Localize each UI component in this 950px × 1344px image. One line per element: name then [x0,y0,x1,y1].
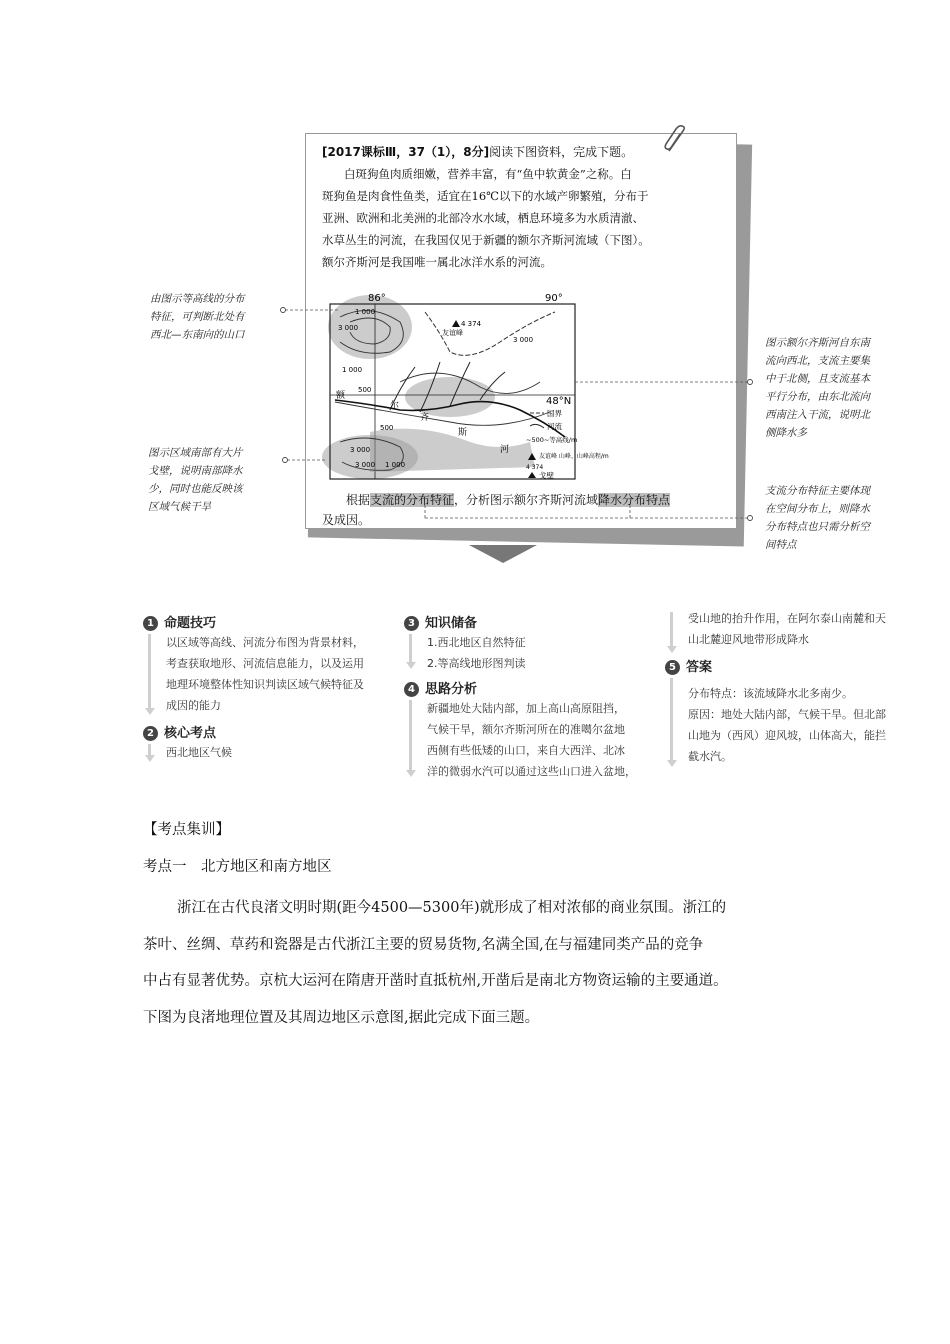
question-prefix: 根据 [346,493,371,507]
section-4-body [427,698,662,782]
note-line: 西北—东南向的山口 [150,329,245,341]
doc-line: 浙江在古代良渚文明时期(距今4500—5300年)就形成了相对浓郁的商业氛围。浙江的 [177,900,727,916]
section-line: 原因：地处大陆内部，气候干旱。但北部 [688,708,886,721]
place-char: 河 [500,445,510,455]
section-line: 地理环境整体性知识判读区域气候特征及 [166,678,364,691]
contour-label: 3 000 [338,324,359,332]
note-line: 戈壁，说明南部降水 [148,465,243,477]
legend-border: 国界 [547,409,562,418]
legend-peak-value: 4 374 [526,464,544,471]
contour-label: 1 000 [355,308,376,316]
section-title-text: 知识储备 [425,616,478,631]
section-title-text: 思路分析 [425,682,478,697]
contour-label: 1 000 [385,461,406,469]
place-char: 斯 [458,428,468,438]
section-line: 西侧有些低矮的山口，来自大西洋、北冰 [427,744,625,757]
note-line: 特征，可判断北处有 [150,311,245,323]
peak-name: 友谊峰 [442,329,463,337]
section-number: 3 [404,616,419,631]
question-source: [2017课标Ⅲ，37（1），8分] [322,145,490,159]
section-line: 西北地区气候 [166,746,232,759]
note-line: 区域气候干旱 [148,501,211,513]
note-line: 图示区域南部有大片 [148,447,243,459]
contour-label: 500 [358,386,372,394]
question-line2: 及成因。 [322,513,371,527]
lat-label-48: 48°N [546,396,572,407]
section-1-body [166,632,396,716]
down-arrow-icon [469,545,537,563]
section-line: 山北麓迎风地带形成降水 [688,633,809,646]
section-title-text: 答案 [686,660,713,675]
section-line: 截水汽。 [688,750,732,763]
section-rail [670,612,673,648]
note-left-pass [150,290,285,344]
note-line: 分布特点也只需分析空 [765,521,870,533]
place-char: 齐 [420,413,430,423]
section-4-continued [688,608,918,650]
place-char: 额 [336,391,346,401]
section-line: 1.西北地区自然特征 [427,636,526,649]
rail-arrow-icon [667,760,677,767]
exercise-heading: 【考点集训】 [143,822,230,838]
section-line: 2.等高线地形图判读 [427,657,526,670]
legend-contour: ~500~等高线/m [526,436,578,444]
contour-label: 500 [380,424,394,432]
note-right-river [765,334,915,442]
note-line: 中于北侧，且支流基本 [765,373,870,385]
section-rail [409,700,412,772]
note-line: 侧降水多 [765,427,807,439]
section-line: 分布特点：该流域降水北多南少。 [688,687,853,700]
topic-heading: 考点一 北方地区和南方地区 [143,859,332,875]
section-line: 山地为（西风）迎风坡，山体高大，能拦 [688,729,886,742]
rail-arrow-icon [667,646,677,653]
section-line: 成因的能力 [166,699,221,712]
para-line: 亚洲、欧洲和北美洲的北部冷水水域，栖息环境多为水质清澈、 [322,211,644,225]
section-1-title [143,612,216,631]
section-line: 考查获取地形、河流信息能力，以及运用 [166,657,364,670]
highlight-tributary: 支流的分布特征 [370,493,455,507]
exercise-paragraph [143,890,833,1036]
lon-label-86: 86° [368,293,386,304]
note-left-gobi [148,444,283,516]
note-right-distribution [765,482,915,554]
section-title-text: 命题技巧 [164,616,217,631]
legend-gobi: 戈壁 [539,471,554,480]
contour-label: 3 000 [355,461,376,469]
section-line: 受山地的抬升作用，在阿尔泰山南麓和天 [688,612,886,625]
section-rail [670,678,673,762]
contour-label: 3 000 [350,446,371,454]
section-5-body [688,683,918,767]
para-line: 水草丛生的河流，在我国仅见于新疆的额尔齐斯河流域（下图）。 [322,233,650,247]
note-line: 平行分布，由东北流向 [765,391,870,403]
note-line: 支流分布特征主要体现 [765,485,870,497]
section-number: 5 [665,660,680,675]
section-3-body [427,632,657,674]
section-line: 气候干旱，额尔齐斯河所在的准噶尔盆地 [427,723,625,736]
note-line: 图示额尔齐斯河自东南 [765,337,870,349]
rail-arrow-icon [406,662,416,669]
note-line: 间特点 [765,539,797,551]
contour-label: 3 000 [513,336,534,344]
para-line: 斑狗鱼是肉食性鱼类，适宜在16℃以下的水域产卵繁殖，分布于 [322,189,649,203]
section-number: 2 [143,726,158,741]
para-line: 白斑狗鱼肉质细嫩，营养丰富，有“鱼中软黄金”之称。白 [344,167,632,181]
note-line: 在空间分布上，则降水 [765,503,870,515]
section-rail [409,634,412,664]
peak-elev: 4 374 [461,320,482,328]
question-instruction: 阅读下图资料，完成下题。 [489,145,634,159]
note-line: 由图示等高线的分布 [150,293,245,305]
doc-line: 下图为良渚地理位置及其周边地区示意图,据此完成下面三题。 [143,1009,540,1026]
note-line: 西南注入干流，说明北 [765,409,870,421]
section-rail [148,634,151,710]
section-title-text: 核心考点 [164,726,217,741]
rail-arrow-icon [406,770,416,777]
note-line: 流向西北，支流主要集 [765,355,870,367]
rail-arrow-icon [145,755,155,762]
place-char: 尔 [390,401,400,411]
lon-label-90: 90° [545,293,563,304]
contour-label: 1 000 [342,366,363,374]
note-line: 少，同时也能反映该 [148,483,243,495]
section-3-title [404,612,477,631]
question-mid: ，分析图示额尔齐斯河流域 [454,493,599,507]
section-line: 以区域等高线、河流分布图为背景材料， [166,636,364,649]
para-line: 额尔齐斯河是我国唯一属北冰洋水系的河流。 [322,255,552,269]
section-2-title [143,722,216,741]
section-5-title [665,656,712,675]
highlight-precip: 降水分布特点 [598,493,671,507]
section-number: 1 [143,616,158,631]
section-2-body [166,742,396,763]
legend-peak: 友谊峰 山峰、山峰高程/m [539,453,609,460]
section-4-title [404,678,477,697]
section-line: 新疆地处大陆内部，加上高山高原阻挡， [427,702,625,715]
section-number: 4 [404,682,419,697]
doc-line: 中占有显著优势。京杭大运河在隋唐开凿时直抵杭州,开凿后是南北方物资运输的主要通道。 [143,973,728,989]
rail-arrow-icon [145,708,155,715]
section-line: 洋的微弱水汽可以通过这些山口进入盆地， [427,765,636,778]
legend-river: 河流 [547,422,562,431]
doc-line: 茶叶、丝绸、草药和瓷器是古代浙江主要的贸易货物,名满全国,在与福建同类产品的竞争 [143,936,704,953]
